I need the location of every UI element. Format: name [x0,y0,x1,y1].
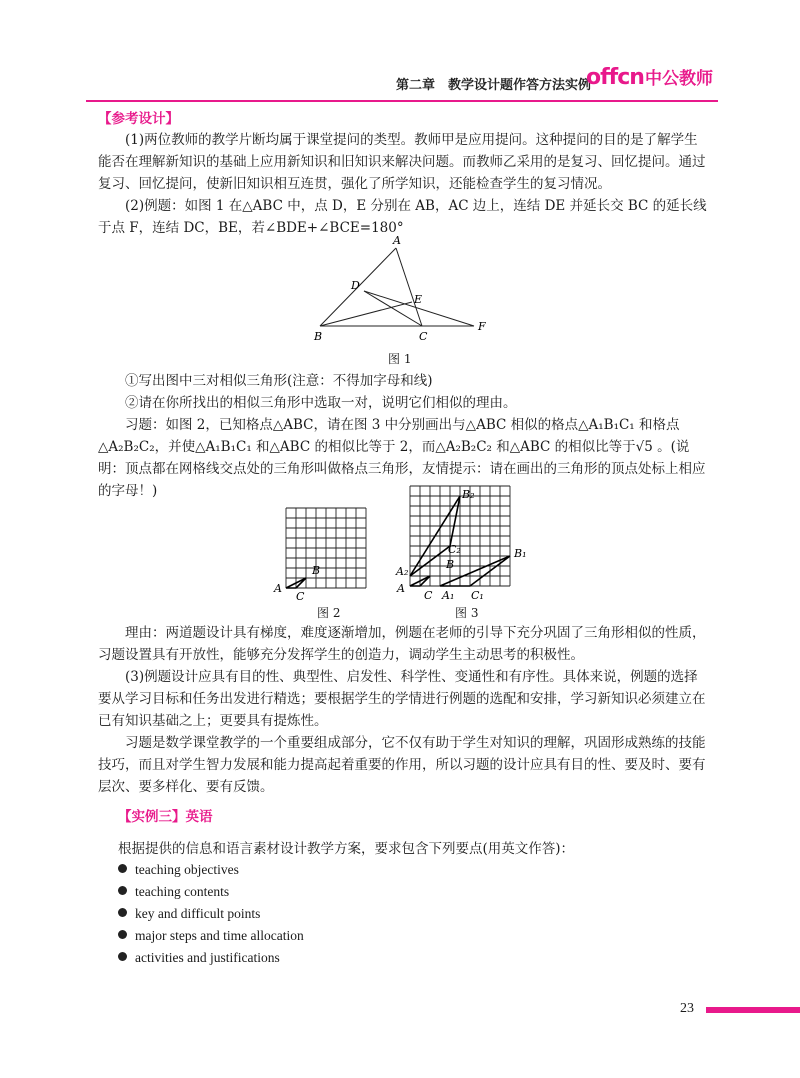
list-item: teaching objectives [118,862,239,878]
list-item: major steps and time allocation [118,928,304,944]
figure-3 [392,480,538,602]
label-a1: A₁ [442,589,455,602]
page-number: 23 [680,1001,694,1016]
logo-cn: 中公教师 [644,69,713,89]
page-header [396,64,716,98]
bullet-icon [118,864,127,873]
label-b: B [312,564,321,577]
label-c: C [419,330,428,343]
figure-1 [300,232,500,347]
label-a: A [393,234,401,247]
list-item: activities and justifications [118,950,280,966]
bullet-icon [118,930,127,939]
bullet-icon [118,908,127,917]
list-item: teaching contents [118,884,229,900]
paragraph-1: (1)两位教师的教学片断均属于课堂提问的类型。教师甲是应用提问。这种提问的目的是了解学生能否在理解新知识的基础上应用新知识和旧知识来解决问题。而教师乙采用的是复习、回忆提问。通过复习、回忆提问，使新旧知识相互连贯，强化了所学知识，还能检查学生的复习情况。 [98,132,706,192]
question-1: ①写出图中三对相似三角形(注意：不得加字母和线) [125,373,433,389]
example3-heading: 【实例三】英语 [118,809,213,825]
label-c: C [296,590,305,602]
line-ac [396,248,422,326]
page-number-bar [706,1007,800,1013]
list-item: key and difficult points [118,906,260,922]
question-2: ②请在你所找出的相似三角形中选取一对，说明它们相似的理由。 [125,395,517,411]
figure-1-caption: 图 1 [388,352,412,366]
paragraph-2: (2)例题：如图 1 在△ABC 中，点 D，E 分别在 AB，AC 边上，连结 DE 并延长交 BC 的延长线于点 F，连结 DC，BE，若∠BDE+∠BCE=180° [98,198,707,236]
figure-3-caption: 图 3 [455,606,479,620]
paragraph-3: (3)例题设计应具有目的性、典型性、启发性、科学性、变通性和有序性。具体来说，例题的选择要从学习目标和任务出发进行精选；要根据学生的学情进行例题的选配和安排，学习新知识必须建立在已有知识基础之上；更要具有提炼性。 [98,669,706,729]
chapter-title: 第二章 教学设计题作答方法实例 [396,78,592,93]
label-b: B [314,330,323,343]
line-be [320,302,412,326]
label-b2: B₂ [462,488,475,501]
figure-2-caption: 图 2 [317,606,341,620]
label-e: E [414,293,423,306]
label-a: A [274,582,282,595]
example3-prompt: 根据提供的信息和语言素材设计教学方案，要求包含下列要点(用英文作答)： [118,841,575,857]
figure-2 [270,502,378,602]
label-f: F [478,320,486,333]
label-c2: C₂ [448,543,461,556]
label-b1: B₁ [514,547,527,560]
bullet-icon [118,886,127,895]
paragraph-4: 习题是数学课堂教学的一个重要组成部分，它不仅有助于学生对知识的理解，巩固形成熟练的技能技巧，而且对学生智力发展和能力提高起着重要的作用，所以习题的设计应具有目的性、要及时、要有层次、要多样化、要有反馈。 [98,735,706,795]
reference-heading: 【参考设计】 [98,111,179,127]
bullet-icon [118,952,127,961]
label-c1: C₁ [471,589,484,602]
label-b: B [446,558,455,571]
exercise-text: 习题：如图 2，已知格点△ABC，请在图 3 中分别画出与△ABC 相似的格点△A₁B₁C₁ 和格点△A₂B₂C₂，并使△A₁B₁C₁ 和△ABC 的相似比等于 2，而△A₂B₂C₂ 和△ABC 的相似比等于√5 。(说明：顶点都在网格线交点处的三角形叫做格点三角形，友情提示：请在画出的三角形的顶点处标上相应的字母！) [98,417,706,499]
brand-logo [586,64,713,90]
logo-latin: offcn [586,65,644,90]
label-d: D [351,279,360,292]
label-c: C [424,589,433,602]
label-a2: A₂ [396,565,409,578]
label-a: A [397,582,405,595]
header-divider [86,100,718,102]
reason-paragraph: 理由：两道题设计具有梯度，难度逐渐增加，例题在老师的引导下充分巩固了三角形相似的性质，习题设置具有开放性，能够充分发挥学生的创造力，调动学生主动思考的积极性。 [98,625,706,663]
